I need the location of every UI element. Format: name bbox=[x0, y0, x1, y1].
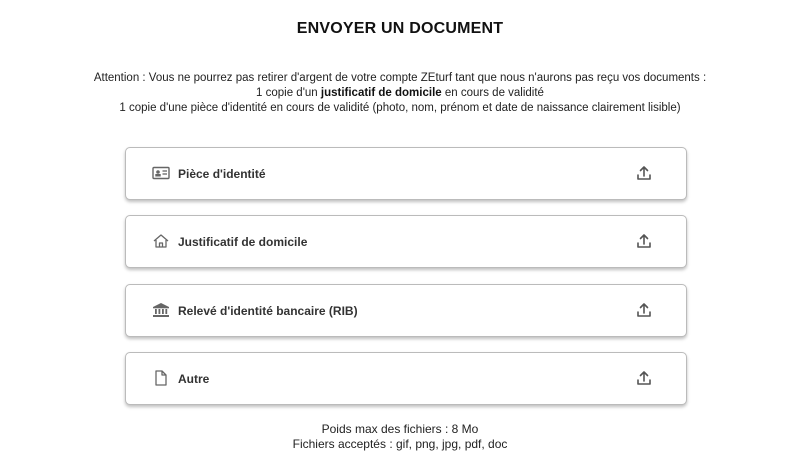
page-title: ENVOYER UN DOCUMENT bbox=[296, 20, 504, 37]
notice-line-3: 1 copie d'une pièce d'identité en cours de validité (photo, nom, prénom et date de naissance clairement lisible) bbox=[119, 102, 681, 114]
card-label: Justificatif de domicile bbox=[178, 235, 308, 249]
notice-bold: justificatif de domicile bbox=[320, 87, 442, 99]
upload-card-address[interactable] bbox=[125, 215, 687, 268]
card-label: Pièce d'identité bbox=[178, 167, 266, 181]
upload-card-id[interactable] bbox=[125, 147, 687, 200]
upload-icon[interactable] bbox=[636, 232, 652, 250]
upload-icon[interactable] bbox=[636, 301, 652, 319]
notice-text: en cours de validité bbox=[441, 87, 544, 99]
id-card-icon bbox=[152, 165, 170, 181]
notice-line-1: Attention : Vous ne pourrez pas retirer d'argent de votre compte ZEturf tant que nous n'aurons pas reçu vos documents : bbox=[93, 72, 707, 84]
file-icon bbox=[152, 370, 170, 386]
upload-icon[interactable] bbox=[636, 164, 652, 182]
upload-card-rib[interactable] bbox=[125, 284, 687, 337]
upload-icon[interactable] bbox=[636, 369, 652, 387]
notice-text: 1 copie d'un bbox=[256, 87, 321, 99]
home-icon bbox=[152, 233, 170, 249]
card-label: Relevé d'identité bancaire (RIB) bbox=[178, 304, 358, 318]
notice bbox=[0, 71, 800, 116]
card-label: Autre bbox=[178, 372, 210, 386]
upload-card-other[interactable] bbox=[125, 352, 687, 405]
notice-line-2 bbox=[0, 86, 800, 101]
accepted-formats-text: Fichiers acceptés : gif, png, jpg, pdf, doc bbox=[292, 437, 508, 451]
file-requirements bbox=[0, 422, 800, 452]
bank-icon bbox=[152, 302, 170, 318]
max-size-text: Poids max des fichiers : 8 Mo bbox=[321, 422, 479, 436]
